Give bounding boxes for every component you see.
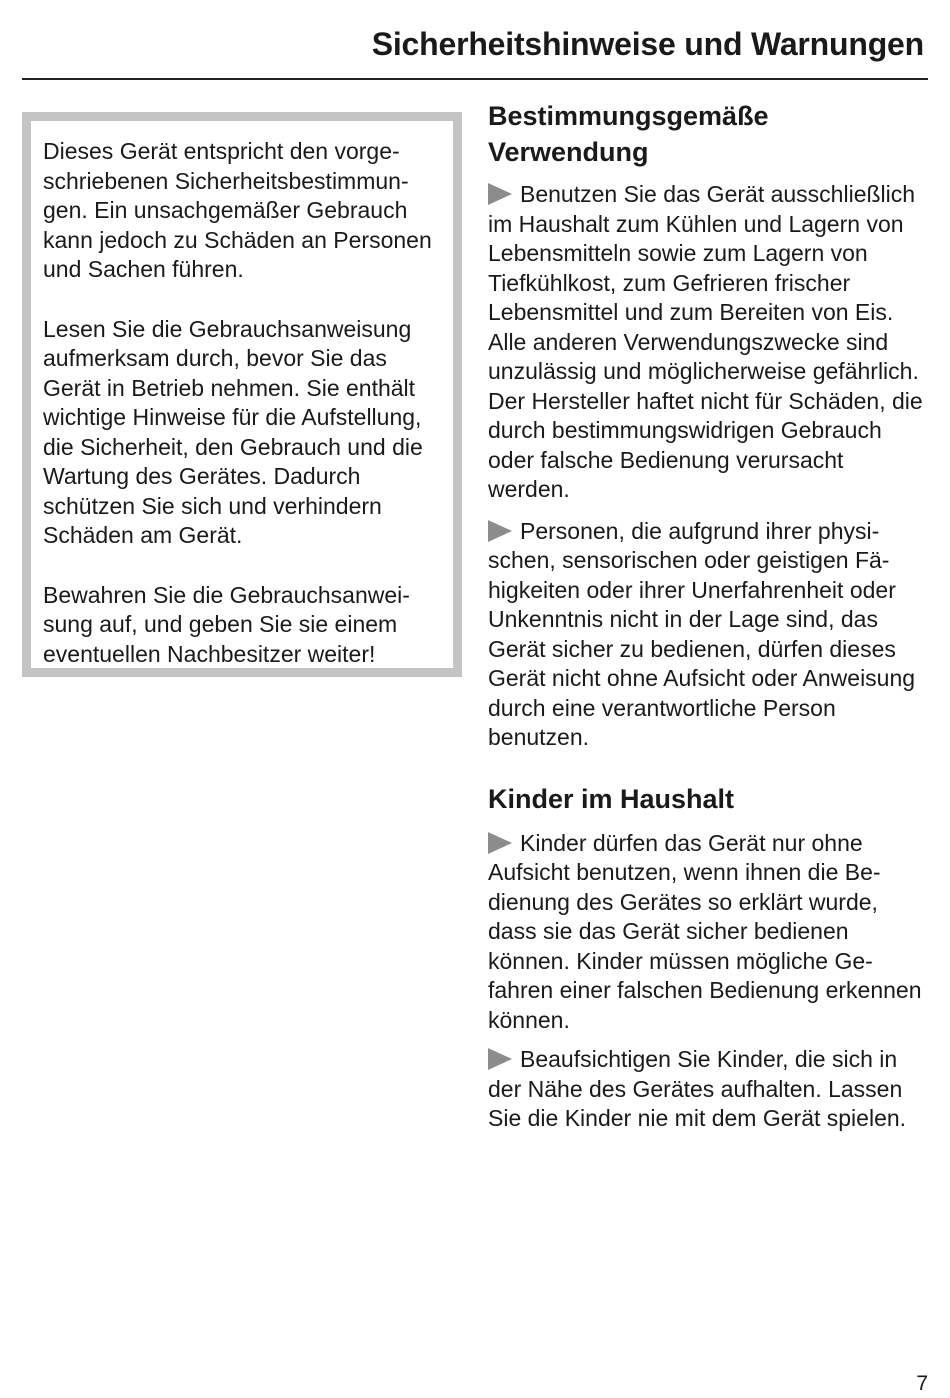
notice-paragraph: Bewahren Sie die Gebrauchsanweisung auf, und geben Sie sie einem eventuellen Nachbesitzer weiter! [43,581,410,667]
arrow-icon [488,520,512,542]
notice-paragraph: Lesen Sie die Gebrauchsanweisung aufmerksam durch, bevor Sie das Gerät in Betrieb nehmen. Sie enthält wichtige Hinweise für die Aufstellung, die Sicherheit, den Gebrauch und die Wartung des Gerätes. Dadurch schützen Sie sich und verhindern Schäden am Gerät. [43,315,423,548]
section-heading-intended-use: Bestimmungsgemäße Verwendung [488,101,769,167]
page-title: Sicherheitshinweise und Warnungen [371,26,924,62]
paragraph: Alle anderen Verwendungszwecke sind unzulässig und möglicherweise gefährlich. Der Hersteller haftet nicht für Schäden, die durch bestimmungswidrigen Gebrauch oder falsche Bedienung verursacht werden. [488,328,923,502]
safety-notice-box [22,112,462,677]
bullet-text: Beaufsichtigen Sie Kinder, die sich in der Nähe des Gerätes aufhalten. Lassen Sie die Kinder nie mit dem Gerät spielen. [488,1046,907,1131]
notice-paragraph: Dieses Gerät entspricht den vorgeschriebenen Sicherheitsbestimmungen. Ein unsachgemäßer Gebrauch kann jedoch zu Schäden an Personen und Sachen führen. [43,138,432,282]
page-number: 7 [916,1372,928,1395]
right-column [488,98,928,1144]
bullet-text: Kinder dürfen das Gerät nur ohne Aufsicht benutzen, wenn ihnen die Bedienung des Gerätes so erklärt wurde, dass sie das Gerät sicher bedienen können. Kinder müssen mögliche Gefahren einer falschen Bedienung erkennen können. [488,829,922,1033]
bullet-paragraph [488,1045,928,1134]
arrow-icon [488,183,512,205]
page-header [22,22,928,80]
bullet-paragraph [488,180,928,328]
bullet-text: Benutzen Sie das Gerät ausschließlich im Haushalt zum Kühlen und Lagern von Lebensmitteln sowie zum Lagern von Tiefkühlkost, zum Gefrieren frischer Lebensmittel und zum Bereiten von Eis. [488,181,916,325]
bullet-paragraph [488,517,928,753]
arrow-icon [488,1048,512,1070]
section-heading-children: Kinder im Haushalt [488,783,735,814]
bullet-paragraph [488,829,928,1036]
bullet-text: Personen, die aufgrund ihrer physischen, sensorischen oder geistigen Fähigkeiten oder ihrer Unerfahrenheit oder Unkenntnis nicht in der Lage sind, das Gerät sicher zu bedienen, dürfen dieses Gerät nicht ohne Aufsicht oder Anweisung durch eine verantwortliche Person benutzen. [488,517,916,750]
arrow-icon [488,832,512,854]
